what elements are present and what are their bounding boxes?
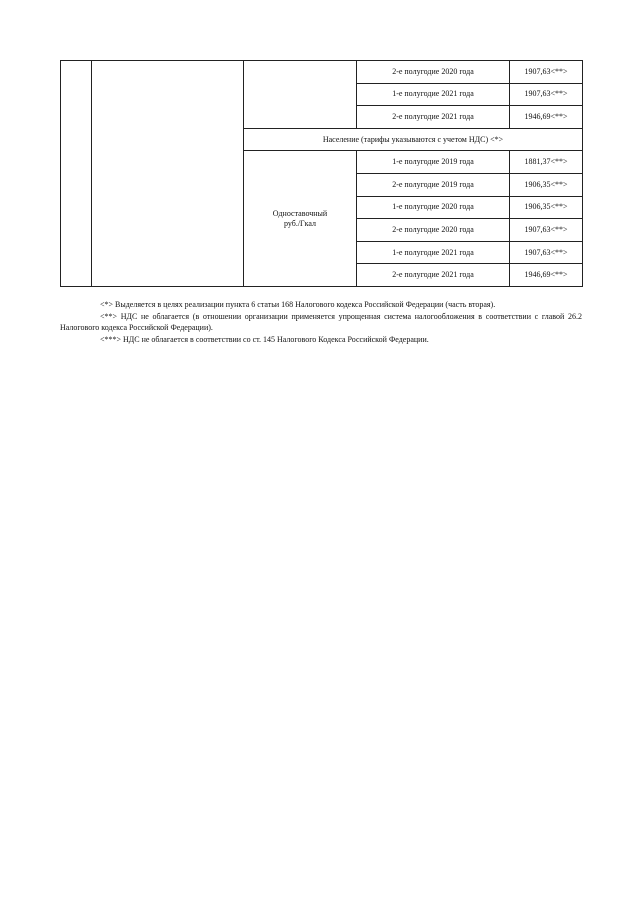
tariff-value-cell: 1881,37<**> <box>510 151 583 174</box>
row-number-cell <box>61 61 92 287</box>
table-row <box>61 61 583 84</box>
period-cell: 2-е полугодие 2020 года <box>357 219 510 242</box>
tariff-value-cell: 1906,35<**> <box>510 196 583 219</box>
footnote-vat-exempt-145: <***> НДС не облагается в соответствии со ст. 145 Налогового Кодекса Российской Федерации. <box>100 334 429 344</box>
tariff-value-cell: 1907,63<**> <box>510 83 583 106</box>
tariff-value-cell: 1907,63<**> <box>510 241 583 264</box>
tariff-table <box>60 60 583 287</box>
period-cell: 2-е полугодие 2021 года <box>357 106 510 129</box>
period-cell: 2-е полугодие 2020 года <box>357 61 510 84</box>
tariff-value-cell: 1946,69<**> <box>510 106 583 129</box>
period-cell: 2-е полугодие 2019 года <box>357 173 510 196</box>
unit-label-cell: Одноставочный руб./Гкал <box>244 151 357 287</box>
period-cell: 1-е полугодие 2021 года <box>357 83 510 106</box>
tariff-value-cell: 1946,69<**> <box>510 264 583 287</box>
organization-cell <box>92 61 244 287</box>
period-cell: 2-е полугодие 2021 года <box>357 264 510 287</box>
footnotes <box>60 299 582 345</box>
unit-cell-top <box>244 61 357 129</box>
footnote-vat-included: <*> Выделяется в целях реализации пункта 6 статьи 168 Налогового кодекса Российской Федерации (часть вторая). <box>100 300 496 309</box>
period-cell: 1-е полугодие 2019 года <box>357 151 510 174</box>
footnote-vat-exempt-simplified: <**> НДС не облагается (в отношении организации применяется упрощенная система налогообложения в соответствии с главой 26.2 Налогового кодекса Российской Федерации). <box>60 311 582 332</box>
section-header-population: Население (тарифы указываются с учетом НДС) <*> <box>244 128 583 151</box>
tariff-value-cell: 1907,63<**> <box>510 219 583 242</box>
period-cell: 1-е полугодие 2021 года <box>357 241 510 264</box>
tariff-value-cell: 1906,35<**> <box>510 173 583 196</box>
tariff-value-cell: 1907,63<**> <box>510 61 583 84</box>
period-cell: 1-е полугодие 2020 года <box>357 196 510 219</box>
